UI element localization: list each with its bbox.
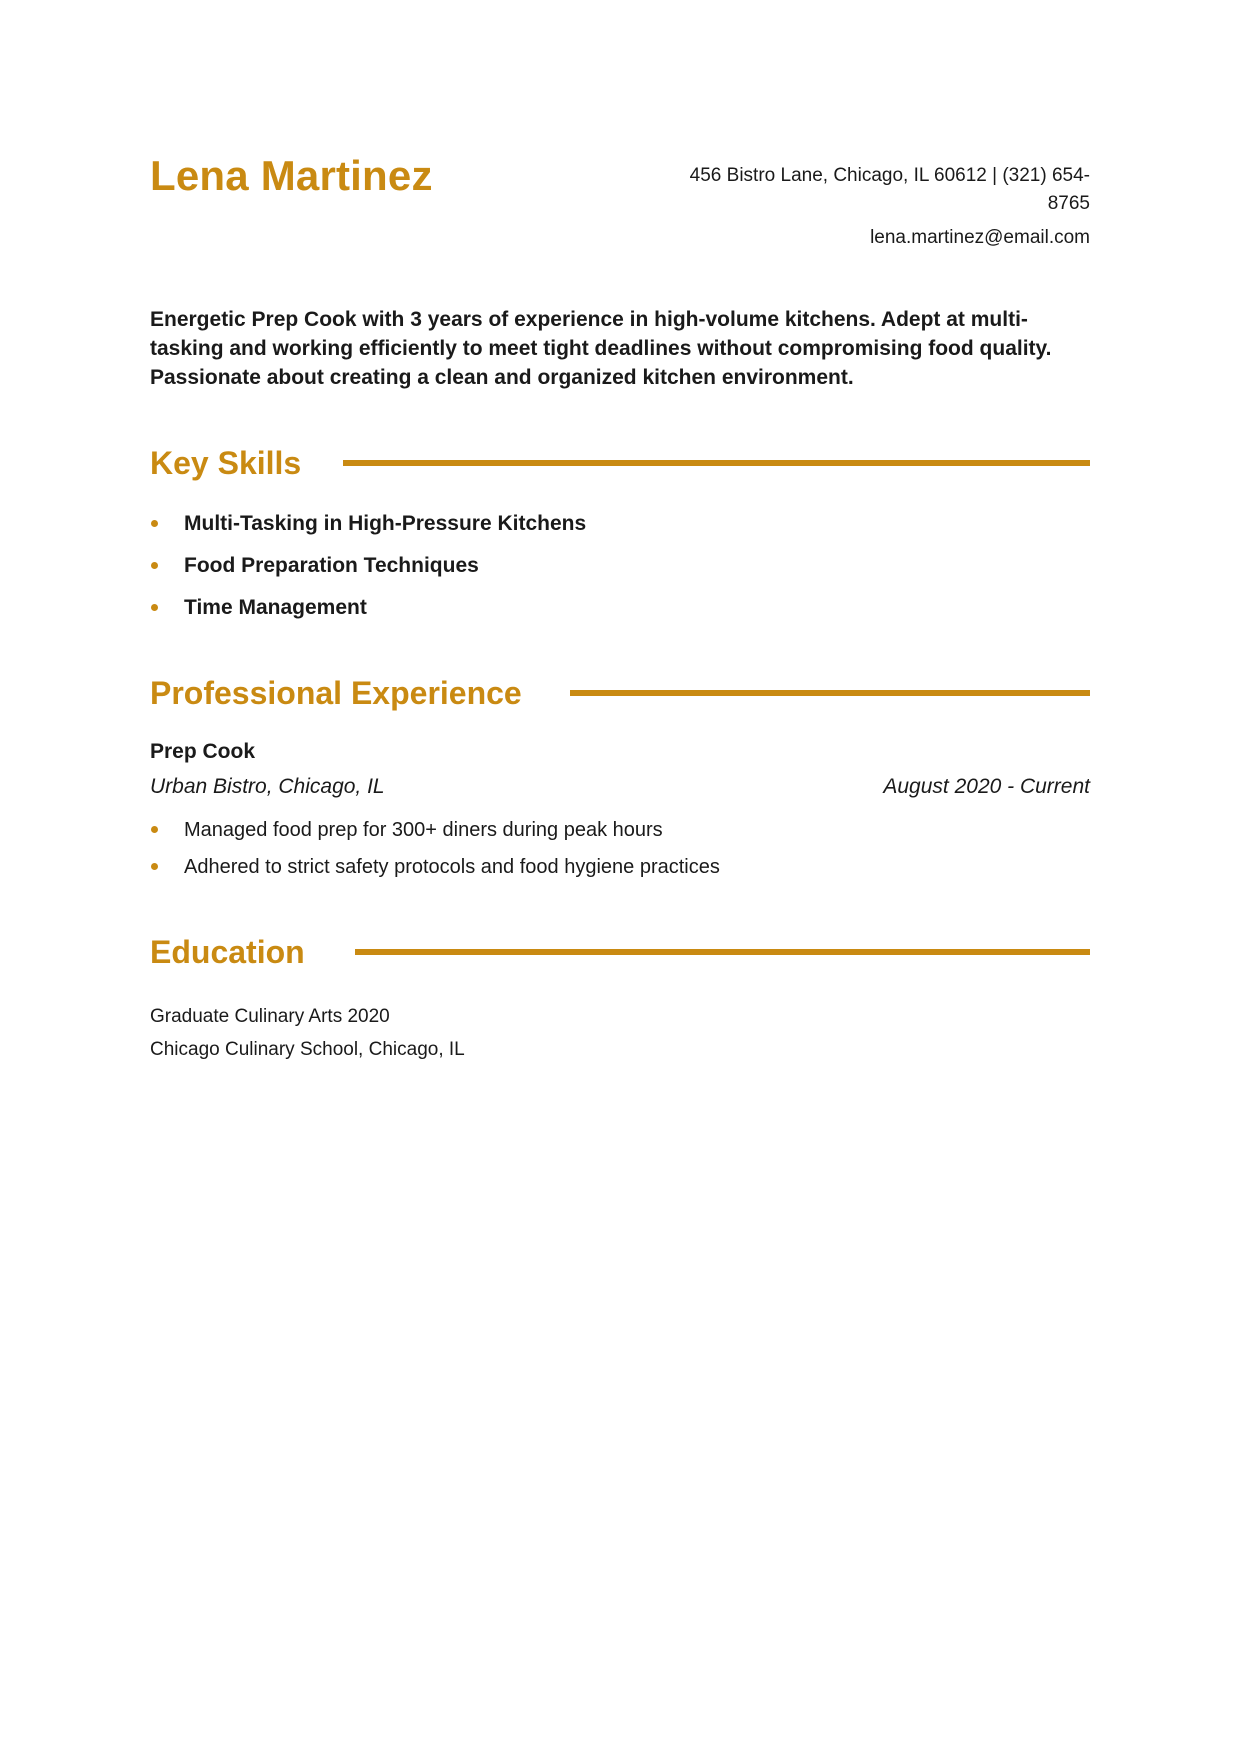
bullet-icon (151, 863, 158, 870)
skills-list (150, 511, 1090, 637)
education-school: Chicago Culinary School, Chicago, IL (150, 1039, 465, 1060)
bullet-icon (151, 520, 158, 527)
email-address: lena.martinez@email.com (870, 227, 1090, 248)
skill-item: Food Preparation Techniques (150, 553, 1090, 595)
resume-header (150, 148, 1090, 258)
job-company: Urban Bistro, Chicago, IL (150, 775, 385, 798)
skills-section-header (150, 443, 1090, 483)
section-divider (355, 949, 1090, 955)
address-phone: 456 Bistro Lane, Chicago, IL 60612 | (321) 654-8765 (689, 165, 1090, 214)
experience-section-header (150, 673, 1090, 713)
professional-summary: Energetic Prep Cook with 3 years of experience in high-volume kitchens. Adept at multi-tasking and working efficiently to meet tight deadlines without compromising food quality. Passionate about creating a clean and organized kitchen environment. (150, 308, 1052, 389)
contact-info (670, 162, 1090, 252)
education-section-title: Education (150, 933, 305, 970)
section-divider (343, 460, 1090, 466)
duty-item: Adhered to strict safety protocols and food hygiene practices (150, 854, 1090, 891)
bullet-icon (151, 826, 158, 833)
job-title: Prep Cook (150, 740, 256, 763)
experience-section-title: Professional Experience (150, 674, 522, 711)
section-divider (570, 690, 1090, 696)
skill-item: Multi-Tasking in High-Pressure Kitchens (150, 511, 1090, 553)
education-degree: Graduate Culinary Arts 2020 (150, 1006, 390, 1027)
candidate-name: Lena Martinez (150, 152, 433, 199)
skill-item: Time Management (150, 595, 1090, 637)
education-details (150, 1000, 465, 1066)
bullet-icon (151, 562, 158, 569)
bullet-icon (151, 604, 158, 611)
job-dates: August 2020 - Current (883, 775, 1090, 798)
skills-section-title: Key Skills (150, 444, 302, 481)
job-duties-list (150, 817, 1090, 891)
job-meta (150, 775, 1090, 805)
education-section-header (150, 932, 1090, 972)
duty-item: Managed food prep for 300+ diners during peak hours (150, 817, 1090, 854)
